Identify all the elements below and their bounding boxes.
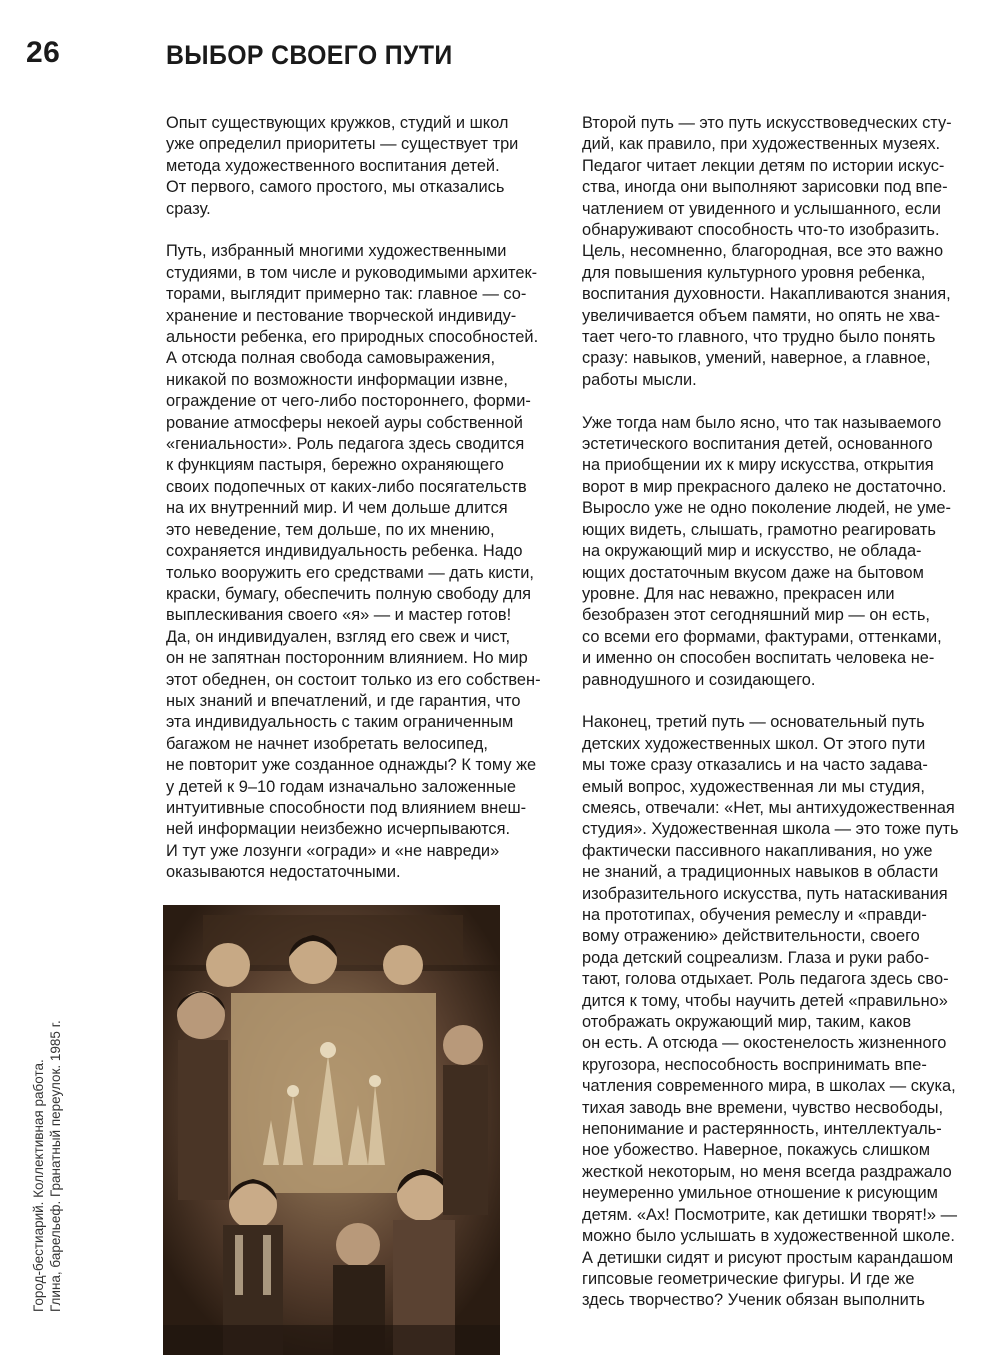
- paragraph: [166, 113, 561, 220]
- text-line: на прототипах, обучения ремеслу и «правди-: [582, 906, 927, 924]
- text-line: к функциям пастыря, бережно охраняющего: [166, 456, 504, 475]
- text-line: не знаний, а традиционных навыков в области: [582, 863, 939, 882]
- text-line: у детей к 9–10 годам изначально заложенные: [166, 777, 516, 796]
- text-line: изобразительного искусства, путь натаскивания: [582, 884, 948, 903]
- text-line: Второй путь — это путь искусствоведческих сту-: [582, 114, 952, 132]
- text-line: И тут уже лозунги «огради» и «не навреди»: [166, 841, 500, 860]
- text-line: А детишки сидят и рисуют простым карандашом: [582, 1248, 954, 1267]
- text-line: Путь, избранный многими художественными: [166, 242, 507, 261]
- text-line: уже определил приоритеты — существует три: [166, 135, 519, 154]
- text-line: детям. «Ах! Посмотрите, как детишки творят!» —: [582, 1205, 957, 1224]
- text-line: непонимание и растерянность, интеллектуаль-: [582, 1120, 942, 1139]
- text-line: ное убожество. Наверное, покажусь слишком: [582, 1141, 931, 1160]
- text-line: чатления современного мира, в школах — скука,: [582, 1077, 956, 1096]
- text-line: оказываются недостаточными.: [166, 863, 401, 882]
- text-line: эстетического воспитания детей, основанного: [582, 435, 933, 454]
- children-group-photo: [163, 905, 500, 1355]
- text-line: ворот в мир прекрасного далеко не достаточно.: [582, 477, 947, 496]
- text-line: ства, иногда они выполняют зарисовки под впе-: [582, 178, 948, 197]
- text-line: рование атмосферы некоей ауры собственной: [166, 413, 523, 432]
- photo-caption: [30, 952, 64, 1312]
- text-line: Выросло уже не одно поколение людей, не уме-: [582, 499, 952, 518]
- text-line: ней информации неизбежно исчерпываются.: [166, 820, 511, 839]
- text-line: Цель, несомненно, благородная, все это важно: [582, 242, 944, 261]
- text-line: работы мысли.: [582, 370, 697, 389]
- text-line: Да, он индивидуален, взгляд его свеж и чист,: [166, 627, 510, 646]
- caption-line-2: Глина, барельеф. Гранатный переулок. 1985 г.: [48, 1020, 63, 1312]
- text-line: студиями, в том числе и руководимыми архитек-: [166, 263, 538, 282]
- text-line: студия». Художественная школа — это тоже путь: [582, 820, 959, 839]
- text-line: безобразен этот сегодняшний мир — он есть,: [582, 606, 930, 625]
- text-line: кругозора, неспособность воспринимать впе-: [582, 1055, 927, 1074]
- text-line: можно было услышать в художественной школе.: [582, 1227, 955, 1246]
- text-line: своих подопечных от каких-либо посягательств: [166, 477, 527, 496]
- text-line: увеличивается объем памяти, но опять не хва-: [582, 306, 941, 325]
- text-line: ющих видеть, слышать, грамотно реагировать: [582, 520, 936, 539]
- caption-line-1: Город-бестиарий. Коллективная работа.: [31, 1059, 46, 1312]
- text-line: никакой по возможности информации извне,: [166, 370, 508, 389]
- text-line: на окружающий мир и искусство, не облада-: [582, 542, 922, 561]
- page-number: 26: [26, 36, 61, 69]
- text-line: уровне. Для нас неважно, прекрасен или: [582, 584, 895, 603]
- text-line: интуитивные способности под влиянием внеш-: [166, 798, 527, 817]
- text-line: мы тоже сразу отказались и на часто задава-: [582, 756, 928, 775]
- text-line: От первого, самого простого, мы отказались: [166, 178, 505, 197]
- right-text-column: [582, 113, 977, 1333]
- text-line: со всеми его формами, фактурами, оттенками,: [582, 627, 942, 646]
- text-line: тают, голова отдыхает. Роль педагога здесь сво-: [582, 970, 949, 989]
- text-line: хранение и пестование творческой индивиду-: [166, 306, 517, 325]
- paragraph: [166, 241, 561, 883]
- text-line: дий, как правило, при художественных музеях.: [582, 135, 941, 154]
- text-line: для повышения культурного уровня ребенка,: [582, 263, 926, 282]
- text-line: гипсовые геометрические фигуры. И где же: [582, 1269, 915, 1288]
- text-line: равнодушного и созидающего.: [582, 670, 816, 689]
- text-line: вому отражению» действительности, своего: [582, 927, 920, 946]
- text-line: ющих достаточным вкусом даже на бытовом: [582, 563, 924, 582]
- text-line: багажом не начнет изобретать велосипед,: [166, 734, 488, 753]
- text-line: это неведение, тем дольше, по их мнению,: [166, 520, 495, 539]
- text-line: ных знаний и впечатлений, и где гарантия, что: [166, 691, 521, 710]
- text-line: фактически пассивного накапливания, но уже: [582, 841, 933, 860]
- text-line: эта индивидуальность с таким ограниченным: [166, 713, 514, 732]
- text-line: отображать окружающий мир, таким, каков: [582, 1013, 912, 1032]
- text-line: Опыт существующих кружков, студий и школ: [166, 114, 509, 132]
- text-line: детских художественных школ. От этого пути: [582, 734, 926, 753]
- left-text-column: [166, 113, 561, 905]
- text-line: тает чего-то главного, что трудно было понять: [582, 328, 936, 347]
- text-line: А отсюда полная свобода самовыражения,: [166, 349, 496, 368]
- text-line: торами, выглядит примерно так: главное — со-: [166, 285, 527, 304]
- paragraph: [582, 113, 977, 391]
- text-line: ограждение от чего-либо постороннего, форми-: [166, 392, 531, 411]
- text-line: неумеренно умильное отношение к рисующим: [582, 1184, 938, 1203]
- text-line: и именно он способен воспитать человека не-: [582, 649, 935, 668]
- section-title: ВЫБОР СВОЕГО ПУТИ: [166, 40, 453, 70]
- text-line: чатлением от увиденного и услышанного, если: [582, 199, 941, 218]
- text-line: на приобщении их к миру искусства, открытия: [582, 456, 934, 475]
- text-line: Наконец, третий путь — основательный путь: [582, 713, 925, 732]
- text-line: метода художественного воспитания детей.: [166, 156, 500, 175]
- paragraph: [582, 712, 977, 1311]
- text-line: он есть. А отсюда — окостенелость жизненного: [582, 1034, 947, 1053]
- text-line: на их внутренний мир. И чем дольше длится: [166, 499, 508, 518]
- text-line: тихая заводь вне времени, чувство несвободы,: [582, 1098, 944, 1117]
- text-line: он не запятнан посторонним влиянием. Но мир: [166, 649, 528, 668]
- text-line: альности ребенка, его природных способностей.: [166, 328, 539, 347]
- paragraph: [582, 413, 977, 691]
- text-line: «гениальности». Роль педагога здесь сводится: [166, 435, 525, 454]
- text-line: жесткой некоторым, но меня всегда раздражало: [582, 1162, 952, 1181]
- text-line: Уже тогда нам было ясно, что так называемого: [582, 413, 942, 432]
- text-line: выплескивания своего «я» — и мастер готов!: [166, 606, 512, 625]
- text-line: краски, бумагу, обеспечить полную свободу для: [166, 584, 532, 603]
- text-line: емый вопрос, художественная ли мы студия,: [582, 777, 925, 796]
- text-line: смеясь, отвечали: «Нет, мы антихудожественная: [582, 798, 955, 817]
- text-line: сразу.: [166, 199, 211, 218]
- text-line: Педагог читает лекции детям по истории искус-: [582, 156, 945, 175]
- text-line: только вооружить его средствами — дать кисти,: [166, 563, 534, 582]
- text-line: сразу: навыков, умений, наверное, а главное,: [582, 349, 931, 368]
- text-line: обнаруживают способность что-то изобразить.: [582, 221, 940, 240]
- text-line: этот обеднен, он состоит только из его собствен-: [166, 670, 541, 689]
- text-line: рода детский соцреализм. Глаза и руки рабо-: [582, 948, 930, 967]
- text-line: не повторит уже созданное однажды? К тому же: [166, 756, 537, 775]
- text-line: воспитания духовности. Накапливаются знания,: [582, 285, 951, 304]
- text-line: сохраняется индивидуальность ребенка. Надо: [166, 542, 523, 561]
- text-line: дится к тому, чтобы научить детей «правильно»: [582, 991, 948, 1010]
- text-line: здесь творчество? Ученик обязан выполнить: [582, 1291, 925, 1310]
